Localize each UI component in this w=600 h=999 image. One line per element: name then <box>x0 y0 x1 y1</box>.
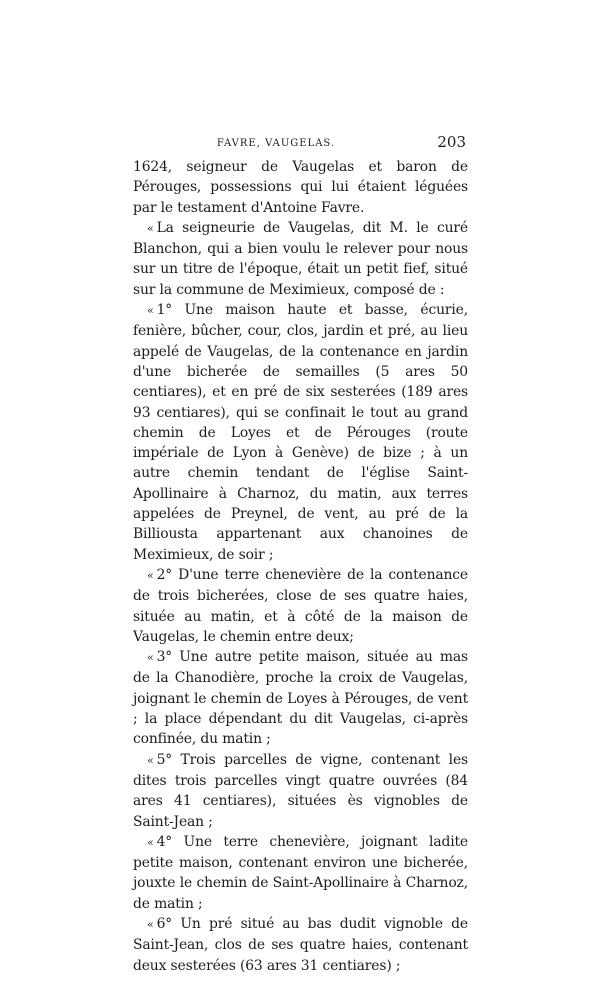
paragraph <box>133 218 468 300</box>
paragraph-text: 6° Un pré situé au bas dudit vignoble de Saint-Jean, clos de ses quatre haies, contenant deux sesterées (63 ares 31 centiares) ; <box>133 915 468 974</box>
paragraph <box>133 300 468 565</box>
paragraph-text: 2° D'une terre chenevière de la contenance de trois bicherées, close de ses quatre haies, située au matin, et à côté de la maison de Vaugelas, le chemin entre deux; <box>133 566 468 645</box>
paragraph <box>133 914 468 976</box>
quote-mark: « <box>147 835 154 849</box>
paragraph <box>133 157 468 218</box>
paragraph-text: 5° Trois parcelles de vigne, contenant les dites trois parcelles vingt quatre ouvrées (84 ares 41 centiares), situées ès vignobles de Saint-Jean ; <box>133 751 468 830</box>
quote-mark: « <box>147 304 154 318</box>
body-text <box>133 157 468 976</box>
paragraph <box>133 750 468 832</box>
quote-mark: « <box>147 753 154 767</box>
paragraph-text: 4° Une terre chenevière, joignant ladite petite maison, contenant environ une bicherée, jouxte le chemin de Saint-Apollinaire à Charnoz, de matin ; <box>133 833 468 912</box>
paragraph <box>133 565 468 647</box>
page-number: 203 <box>437 133 466 151</box>
paragraph-text: La seigneurie de Vaugelas, dit M. le curé Blanchon, qui a bien voulu le relever pour nous sur un titre de l'époque, était un petit fief, situé sur la commune de Meximieux, composé de : <box>133 219 468 298</box>
running-title: FAVRE, VAUGELAS. <box>216 138 336 149</box>
quote-mark: « <box>147 651 154 665</box>
paragraph <box>133 647 468 749</box>
paragraph-text: 1° Une maison haute et basse, écurie, fenière, bûcher, cour, clos, jardin et pré, au lieu appelé de Vaugelas, de la contenance en jardin d'une bicherée de semailles (5 ares 50 centiares), et en pré de six sesterées (189 ares 93 centiares), qui se confinait le tout au grand chemin de Loyes et de Pérouges (route impériale de Lyon à Genève) de bize ; à un autre chemin tendant de l'église Saint-Apollinaire à Charnoz, du matin, aux terres appelées de Preynel, de vent, au pré de la Billiousta appartenant aux chanoines de Meximieux, de soir ; <box>133 302 468 563</box>
paragraph <box>133 832 468 914</box>
quote-mark: « <box>147 221 154 235</box>
paragraph-text: 1624, seigneur de Vaugelas et baron de Pérouges, possessions qui lui étaient léguées par le testament d'Antoine Favre. <box>133 159 468 216</box>
quote-mark: « <box>147 917 154 931</box>
quote-mark: « <box>147 568 154 582</box>
paragraph-text: 3° Une autre petite maison, située au mas de la Chanodière, proche la croix de Vaugelas, joignant le chemin de Loyes à Pérouges, de vent ; la place dépendant du dit Vaugelas, ci-après confinée, du matin ; <box>133 649 468 748</box>
